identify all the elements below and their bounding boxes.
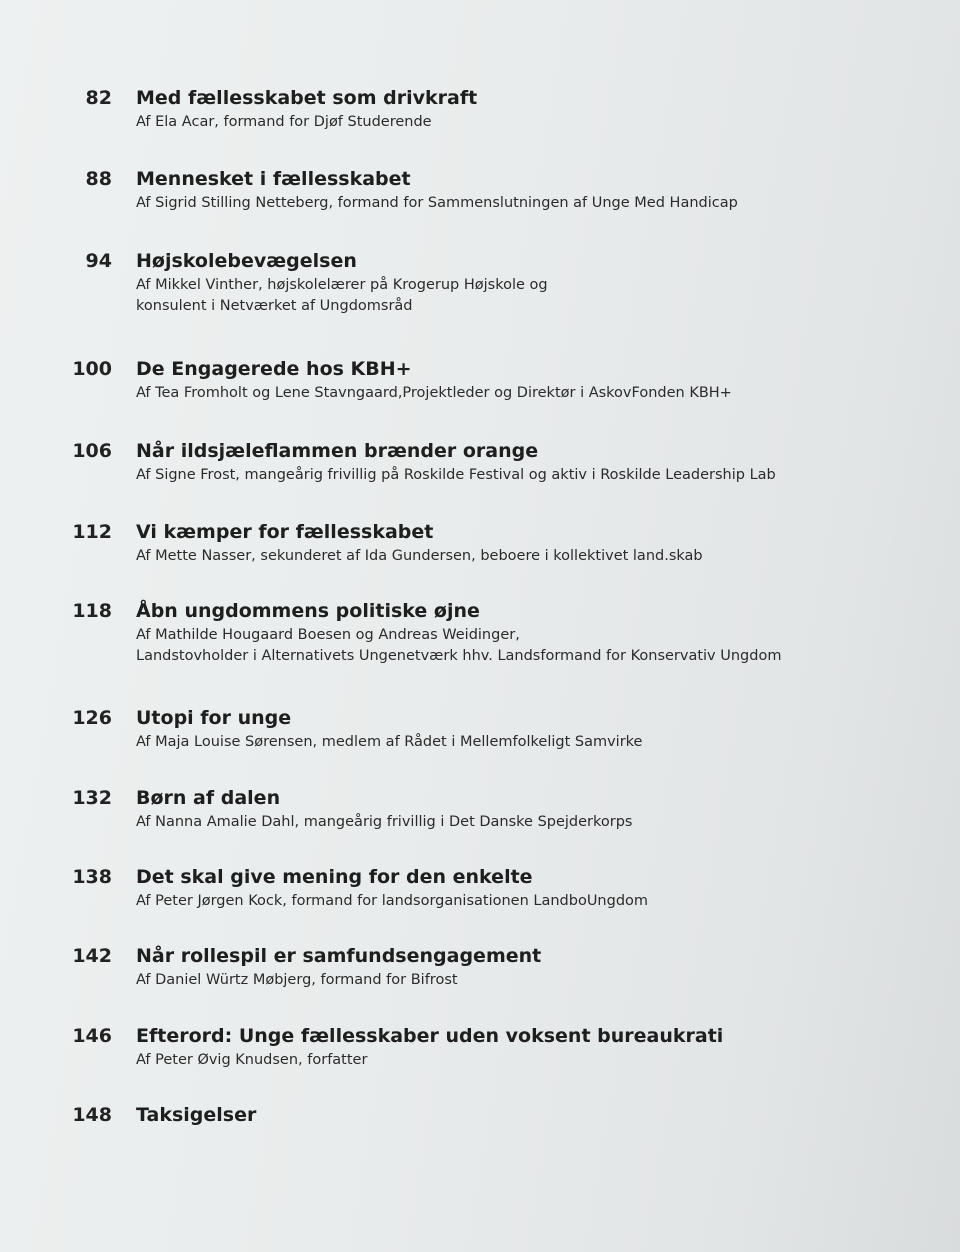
- toc-page-number: 82: [85, 87, 112, 109]
- toc-page-number: 126: [72, 707, 112, 729]
- toc-title: Børn af dalen: [136, 787, 281, 809]
- toc-byline: Af Mathilde Hougaard Boesen og Andreas Weidinger,: [136, 627, 520, 643]
- toc-byline: Af Signe Frost, mangeårig frivillig på Roskilde Festival og aktiv i Roskilde Leadership Lab: [136, 467, 776, 483]
- toc-page-number: 148: [72, 1104, 112, 1126]
- toc-title: Åbn ungdommens politiske øjne: [136, 600, 480, 622]
- toc-title: Mennesket i fællesskabet: [136, 168, 411, 190]
- toc-page-number: 106: [72, 440, 112, 462]
- toc-title: Når rollespil er samfundsengagement: [136, 945, 542, 967]
- toc-title: Med fællesskabet som drivkraft: [136, 87, 478, 109]
- toc-byline: Af Mette Nasser, sekunderet af Ida Gundersen, beboere i kollektivet land.skab: [136, 548, 703, 564]
- toc-byline: Af Peter Jørgen Kock, formand for landsorganisationen LandboUngdom: [136, 893, 649, 909]
- toc-page-number: 132: [72, 787, 112, 809]
- toc-title: Når ildsjæleflammen brænder orange: [136, 440, 539, 462]
- toc-byline: Af Nanna Amalie Dahl, mangeårig frivillig i Det Danske Spejderkorps: [136, 814, 633, 830]
- toc-title: Taksigelser: [136, 1104, 257, 1126]
- toc-page-number: 146: [72, 1025, 112, 1047]
- toc-page-number: 138: [72, 866, 112, 888]
- toc-page-number: 142: [72, 945, 112, 967]
- toc-byline: konsulent i Netværket af Ungdomsråd: [136, 298, 413, 314]
- toc-page-number: 94: [85, 250, 112, 272]
- toc-title: Højskolebevægelsen: [136, 250, 357, 272]
- toc-byline: Af Tea Fromholt og Lene Stavngaard,Projektleder og Direktør i AskovFonden KBH+: [136, 385, 732, 401]
- toc-byline: Af Mikkel Vinther, højskolelærer på Krogerup Højskole og: [136, 277, 548, 293]
- toc-page-number: 112: [72, 521, 112, 543]
- toc-byline: Af Ela Acar, formand for Djøf Studerende: [136, 114, 432, 130]
- toc-title: Vi kæmper for fællesskabet: [136, 521, 434, 543]
- toc-title: Efterord: Unge fællesskaber uden voksent bureaukrati: [136, 1025, 724, 1047]
- toc-byline: Af Maja Louise Sørensen, medlem af Rådet i Mellemfolkeligt Samvirke: [136, 734, 643, 750]
- toc-title: De Engagerede hos KBH+: [136, 358, 412, 380]
- toc-page-number: 118: [72, 600, 112, 622]
- toc-page-number: 100: [72, 358, 112, 380]
- toc-title: Utopi for unge: [136, 707, 292, 729]
- toc-byline: Af Peter Øvig Knudsen, forfatter: [136, 1052, 368, 1068]
- toc-byline: Af Daniel Würtz Møbjerg, formand for Bifrost: [136, 972, 458, 988]
- toc-byline: Landstovholder i Alternativets Ungenetværk hhv. Landsformand for Konservativ Ungdom: [136, 648, 782, 664]
- toc-byline: Af Sigrid Stilling Netteberg, formand for Sammenslutningen af Unge Med Handicap: [136, 195, 738, 211]
- toc-page-number: 88: [85, 168, 112, 190]
- toc-title: Det skal give mening for den enkelte: [136, 866, 533, 888]
